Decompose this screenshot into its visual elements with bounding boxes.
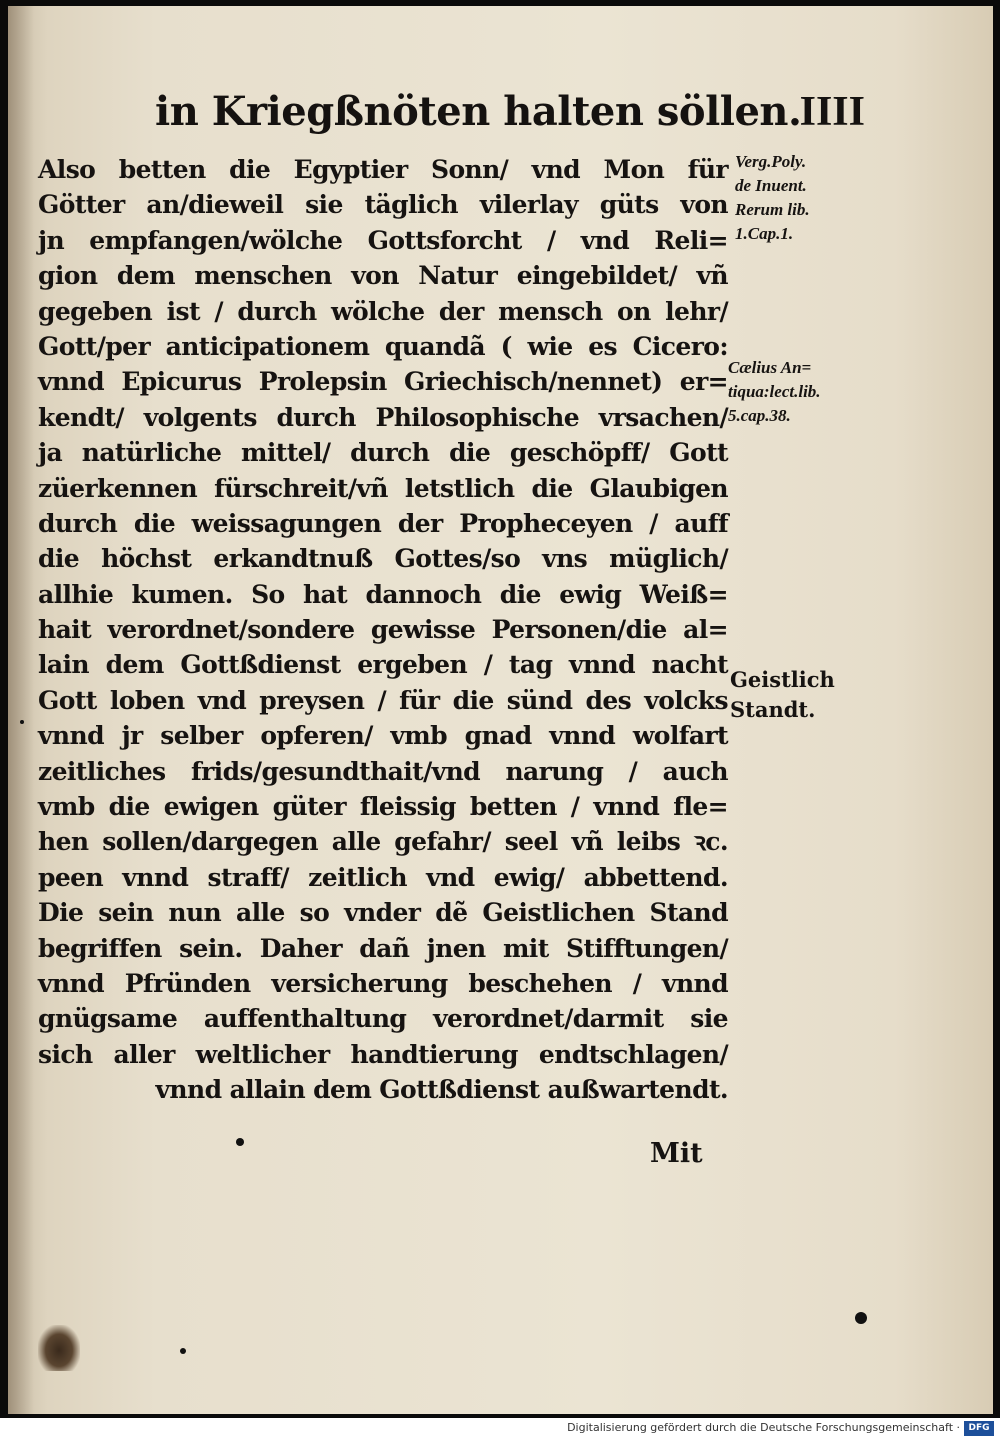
note-line: de Inuent. [735, 176, 807, 195]
ink-stain [38, 1325, 80, 1371]
text-line: begriffen sein. Daher dañ jnen mit Stifftungen/ [38, 933, 728, 963]
main-text-block [38, 152, 728, 1108]
ink-spot [236, 1138, 244, 1146]
binding-shadow [8, 6, 34, 1414]
text-line: vnnd Pfründen versicherung beschehen / vnnd [38, 968, 728, 998]
text-line: hen sollen/dargegen alle gefahr/ seel vñ leibs ꝛc. [38, 827, 728, 857]
text-line: vnnd Epicurus Prolepsin Griechisch/nennet) er= [38, 367, 728, 397]
text-line: vnnd jr selber opferen/ vmb gnad vnnd wolfart [38, 721, 728, 751]
text-line: hait verordnet/sondere gewisse Personen/die al= [38, 615, 728, 645]
note-line: Cælius An= [728, 358, 812, 377]
text-line: zeitliches frids/gesundthait/vnd narung / auch [38, 756, 728, 786]
text-line: Gott/per anticipationem quandã ( wie es Cicero: [38, 331, 728, 361]
digitization-footer [0, 1418, 1000, 1440]
ink-spot [20, 720, 24, 724]
marginal-note-vergil [735, 150, 810, 246]
note-line: Verg.Poly. [735, 152, 807, 171]
marginal-note-caelius [728, 356, 821, 428]
text-line: durch die weissagungen der Propheceyen / auff [38, 508, 728, 538]
page-header [155, 88, 865, 148]
note-line: Geistlich [730, 667, 835, 692]
text-line: gegeben ist / durch wölche der mensch on lehr/ [38, 296, 728, 326]
text-line: allhie kumen. So hat dannoch die ewig Weiß= [38, 579, 728, 609]
folio-number: IIII [799, 89, 865, 135]
text-line: lain dem Gottßdienst ergeben / tag vnnd nacht [38, 650, 728, 680]
funding-credit: Digitalisierung gefördert durch die Deutsche Forschungsgemeinschaft · [567, 1421, 960, 1434]
text-line: züerkennen fürschreit/vñ letstlich die Glaubigen [38, 473, 728, 503]
text-line: peen vnnd straff/ zeitlich vnd ewig/ abbettend. [38, 862, 728, 892]
note-line: Rerum lib. [735, 200, 810, 219]
running-title: in Kriegßnöten halten söllen. [155, 88, 802, 135]
text-line: Also betten die Egyptier Sonn/ vnd Mon für [38, 155, 728, 184]
note-line: 1.Cap.1. [735, 224, 794, 243]
text-line: gion dem menschen von Natur eingebildet/ vñ [38, 261, 728, 291]
text-line: Götter an/dieweil sie täglich vilerlay güts von [38, 190, 728, 220]
dfg-logo-icon: DFG [964, 1421, 994, 1436]
note-line: tiqua:lect.lib. [728, 382, 821, 401]
text-line: sich aller weltlicher handtierung endtschlagen/ [38, 1039, 728, 1069]
text-line: gnügsame auffenthaltung verordnet/darmit sie [38, 1004, 728, 1034]
text-line: Gott loben vnd preysen / für die sünd des volcks [38, 685, 728, 715]
text-line: vmb die ewigen güter fleissig betten / vnnd fle= [38, 792, 728, 822]
note-line: 5.cap.38. [728, 406, 791, 425]
ink-spot [855, 1312, 867, 1324]
text-line: Die sein nun alle so vnder dẽ Geistlichen Stand [38, 898, 728, 928]
text-line: jn empfangen/wölche Gottsforcht / vnd Reli= [38, 225, 728, 255]
note-line: Standt. [730, 697, 816, 722]
text-line: ja natürliche mittel/ durch die geschöpff/ Gott [38, 438, 728, 468]
text-line: kendt/ volgents durch Philosophische vrsachen/ [38, 402, 728, 432]
catchword: Mit [650, 1138, 703, 1169]
marginal-note-geistlich [730, 665, 835, 725]
text-line: die höchst erkandtnuß Gottes/so vns müglich/ [38, 544, 728, 574]
text-line: vnnd allain dem Gottßdienst außwartendt. [155, 1075, 728, 1105]
ink-spot [180, 1348, 186, 1354]
